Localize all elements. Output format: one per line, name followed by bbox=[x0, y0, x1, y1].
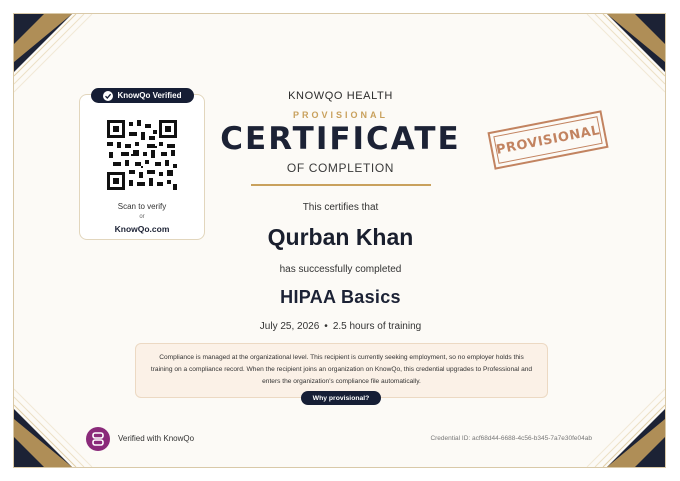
credential-id: Credential ID: acf68d44-6688-4c56-b345-7a7e30fe04ab bbox=[430, 435, 592, 442]
verified-badge-label: KnowQo Verified bbox=[117, 91, 182, 100]
completed-text: has successfully completed bbox=[279, 264, 402, 275]
training-hours: 2.5 hours of training bbox=[332, 321, 422, 332]
recipient-name: Qurban Khan bbox=[267, 224, 414, 250]
certificate-title: CERTIFICATE bbox=[220, 121, 461, 157]
or-text: or bbox=[139, 214, 145, 220]
corner-ornament-top-left bbox=[14, 14, 94, 94]
knowqo-logo-icon bbox=[86, 427, 110, 451]
verify-site-link[interactable]: KnowQo.com bbox=[114, 224, 170, 234]
title-divider bbox=[251, 184, 431, 186]
provisional-label: PROVISIONAL bbox=[292, 110, 388, 120]
compliance-notice: Compliance is managed at the organizational level. This recipient is currently seeking employment, so no employer holds this training on a compliance record. When the recipient joins an organization on KnowQo, this credential upgrades to Professional and enters the organization's compliance file automatically. bbox=[135, 343, 548, 398]
certifies-text: This certifies that bbox=[302, 202, 379, 213]
verified-with-text: Verified with KnowQo bbox=[118, 434, 195, 443]
certificate-subtitle: OF COMPLETION bbox=[286, 161, 395, 175]
corner-ornament-top-right bbox=[585, 14, 665, 94]
scan-to-verify-text: Scan to verify bbox=[117, 202, 167, 211]
provisional-stamp-text: PROVISIONAL bbox=[494, 122, 602, 158]
details-separator: • bbox=[324, 321, 328, 332]
organization-name: KNOWQO HEALTH bbox=[288, 90, 393, 102]
completion-date: July 25, 2026 bbox=[259, 321, 320, 332]
why-provisional-button[interactable]: Why provisional? bbox=[301, 391, 381, 405]
completion-details bbox=[14, 321, 666, 332]
corner-ornament-bottom-left bbox=[14, 387, 94, 467]
certificate-frame bbox=[13, 13, 666, 468]
corner-ornament-bottom-right bbox=[585, 387, 665, 467]
course-name: HIPAA Basics bbox=[280, 287, 401, 307]
